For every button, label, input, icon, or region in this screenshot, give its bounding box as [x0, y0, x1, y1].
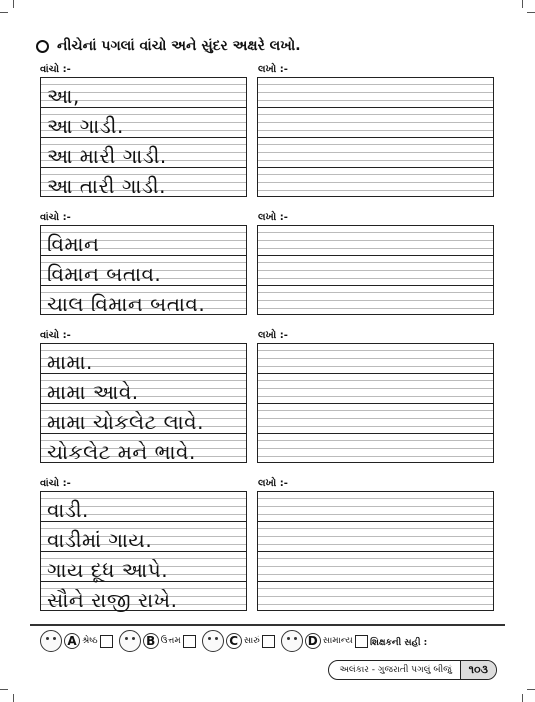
grade-c: [202, 630, 275, 652]
reading-line: આ,: [47, 84, 80, 108]
handwriting-row: [258, 168, 493, 198]
guide-line: [258, 190, 493, 191]
guide-line: [258, 240, 493, 241]
divider: [30, 624, 505, 626]
guide-line: [258, 232, 493, 233]
handwriting-row: [258, 108, 493, 138]
handwriting-row: [41, 286, 246, 316]
guide-line: [258, 596, 493, 597]
teacher-signature-label: શિક્ષકની સહી :: [370, 638, 428, 648]
handwriting-row: [41, 168, 246, 198]
read-box: [40, 77, 247, 197]
handwriting-row: [258, 256, 493, 286]
guide-line: [258, 114, 493, 115]
handwriting-row: [258, 226, 493, 256]
handwriting-row: [41, 552, 246, 582]
crop-mark: [0, 689, 8, 690]
grade-checkbox[interactable]: [355, 635, 368, 648]
handwriting-row: [41, 256, 246, 286]
guide-line: [258, 270, 493, 271]
guide-line: [258, 308, 493, 309]
guide-line: [258, 366, 493, 367]
guide-line: [258, 410, 493, 411]
guide-line: [258, 174, 493, 175]
read-label: વાંચો :-: [40, 64, 71, 75]
guide-line: [258, 514, 493, 515]
crop-mark: [522, 694, 523, 702]
reading-line: વાડીમાં ગાય.: [47, 528, 153, 552]
guide-line: [258, 528, 493, 529]
guide-line: [258, 152, 493, 153]
reading-line: ગાય દૂધ આપે.: [47, 558, 169, 582]
guide-line: [258, 92, 493, 93]
guide-line: [258, 130, 493, 131]
handwriting-row: [41, 344, 246, 374]
crop-mark: [13, 694, 14, 702]
reading-line: સૌને રાજી રાખે.: [47, 588, 178, 612]
guide-line: [258, 380, 493, 381]
guide-line: [258, 588, 493, 589]
instruction-text: નીચેનાં પગલાં વાંચો અને સુંદર અક્ષરે લખો.: [57, 38, 301, 54]
guide-line: [258, 418, 493, 419]
guide-line: [258, 604, 493, 605]
page-number: ૧૦૩: [460, 661, 496, 679]
reading-line: આ તારી ગાડી.: [47, 174, 166, 198]
guide-line: [258, 388, 493, 389]
handwriting-row: [41, 374, 246, 404]
smiley-face-icon: [40, 630, 62, 652]
grade-bar: [40, 630, 368, 652]
crop-mark: [527, 12, 535, 13]
guide-line: [258, 122, 493, 123]
read-label: વાંચો :-: [40, 330, 71, 341]
reading-line: વિમાન: [47, 232, 100, 256]
guide-line: [258, 396, 493, 397]
grade-checkbox[interactable]: [100, 635, 113, 648]
reading-line: ચાલ વિમાન બતાવ.: [47, 292, 206, 316]
guide-line: [258, 506, 493, 507]
book-title: અલંકાર - ગુજરાતી પગલું બીજું: [339, 665, 452, 675]
guide-line: [258, 448, 493, 449]
guide-line: [258, 350, 493, 351]
read-box: [40, 343, 247, 463]
crop-mark: [527, 689, 535, 690]
grade-letter: A: [64, 633, 80, 649]
handwriting-row: [41, 138, 246, 168]
handwriting-row: [258, 138, 493, 168]
reading-line: ચોકલેટ મને ભાવે.: [47, 440, 196, 464]
guide-line: [258, 144, 493, 145]
write-label: લખો :-: [258, 330, 288, 341]
read-label: વાંચો :-: [40, 212, 71, 223]
guide-line: [258, 544, 493, 545]
instruction-heading: [36, 38, 301, 54]
handwriting-row: [258, 78, 493, 108]
guide-line: [258, 358, 493, 359]
grade-label: સારું: [243, 636, 260, 646]
guide-line: [258, 574, 493, 575]
crop-mark: [522, 0, 523, 8]
guide-line: [258, 566, 493, 567]
handwriting-row: [258, 404, 493, 434]
guide-line: [258, 278, 493, 279]
smiley-face-icon: [202, 630, 224, 652]
reading-line: આ મારી ગાડી.: [47, 144, 167, 168]
handwriting-row: [258, 522, 493, 552]
reading-line: વિમાન બતાવ.: [47, 262, 162, 286]
read-box: [40, 491, 247, 611]
read-box: [40, 225, 247, 315]
write-label: લખો :-: [258, 64, 288, 75]
guide-line: [258, 84, 493, 85]
grade-letter: C: [226, 633, 242, 649]
guide-line: [258, 292, 493, 293]
crop-mark: [13, 0, 14, 8]
handwriting-row: [258, 582, 493, 612]
handwriting-row: [41, 108, 246, 138]
guide-line: [258, 182, 493, 183]
smiley-face-icon: [281, 630, 303, 652]
grade-checkbox[interactable]: [183, 635, 196, 648]
guide-line: [258, 426, 493, 427]
handwriting-row: [258, 492, 493, 522]
write-box[interactable]: [257, 491, 494, 611]
guide-line: [258, 248, 493, 249]
write-label: લખો :-: [258, 478, 288, 489]
guide-line: [258, 160, 493, 161]
handwriting-row: [41, 492, 246, 522]
write-label: લખો :-: [258, 212, 288, 223]
handwriting-row: [41, 522, 246, 552]
handwriting-row: [258, 552, 493, 582]
reading-line: આ ગાડી.: [47, 114, 124, 138]
handwriting-row: [41, 404, 246, 434]
grade-label: ઉત્તમ: [160, 636, 181, 646]
guide-line: [258, 300, 493, 301]
grade-d: [281, 630, 368, 652]
grade-b: [119, 630, 196, 652]
handwriting-row: [41, 226, 246, 256]
smiley-face-icon: [119, 630, 141, 652]
grade-label: સામાન્ય: [322, 636, 353, 646]
guide-line: [258, 498, 493, 499]
reading-line: મામા આવે.: [47, 380, 139, 404]
bullet-circle-icon: [36, 40, 49, 53]
write-box[interactable]: [257, 343, 494, 463]
handwriting-row: [258, 344, 493, 374]
grade-letter: B: [143, 633, 159, 649]
handwriting-row: [258, 434, 493, 464]
handwriting-row: [258, 286, 493, 316]
handwriting-row: [41, 78, 246, 108]
write-box[interactable]: [257, 77, 494, 197]
grade-label: શ્રેષ્ઠ: [82, 636, 98, 646]
grade-checkbox[interactable]: [262, 635, 275, 648]
guide-line: [258, 558, 493, 559]
read-label: વાંચો :-: [40, 478, 71, 489]
guide-line: [258, 100, 493, 101]
reading-line: વાડી.: [47, 498, 89, 522]
crop-mark: [0, 12, 8, 13]
handwriting-row: [41, 582, 246, 612]
guide-line: [258, 536, 493, 537]
reading-line: મામા ચોકલેટ લાવે.: [47, 410, 204, 434]
page-footer: [328, 660, 497, 680]
grade-a: [40, 630, 113, 652]
guide-line: [258, 456, 493, 457]
reading-line: મામા.: [47, 350, 93, 374]
guide-line: [258, 440, 493, 441]
guide-line: [258, 262, 493, 263]
handwriting-row: [41, 434, 246, 464]
write-box[interactable]: [257, 225, 494, 315]
grade-letter: D: [305, 633, 321, 649]
handwriting-row: [258, 374, 493, 404]
